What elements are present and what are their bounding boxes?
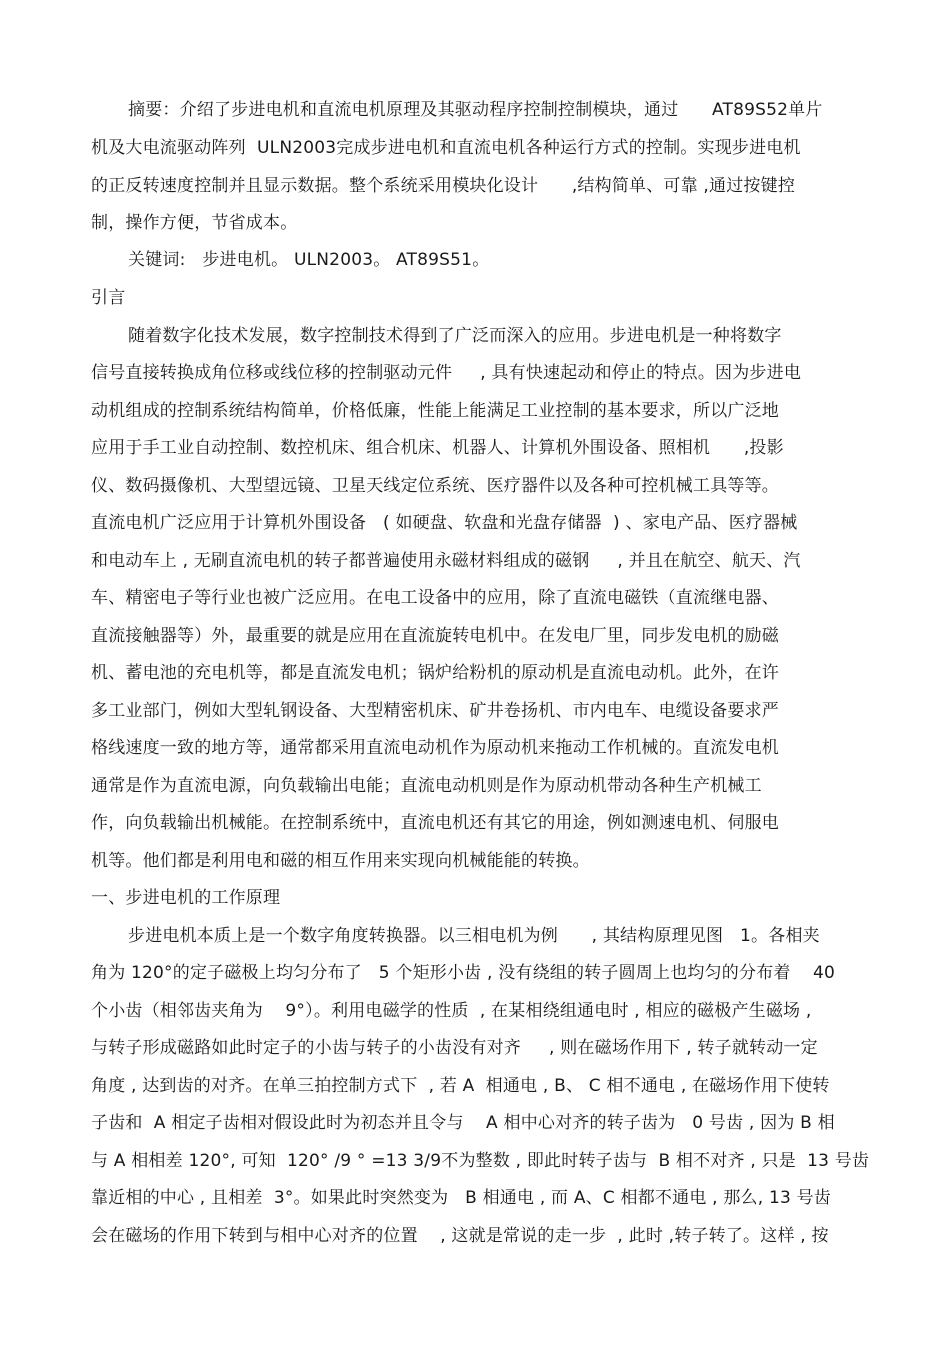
intro-line-13: 通常是作为直流电源，向负载输出电能；直流电动机则是作为原动机带动各种生产机械工 xyxy=(91,776,762,796)
abstract-line-4: 制，操作方便，节省成本。 xyxy=(91,213,298,233)
intro-line-11: 多工业部门，例如大型轧钢设备、大型精密机床、矿井卷扬机、市内电车、电缆设备要求严 xyxy=(91,701,779,721)
abstract-line-1: 摘要：介绍了步进电机和直流电机原理及其驱动程序控制控制模块，通过 AT89S52单片 xyxy=(128,100,823,120)
intro-line-4: 应用于手工业自动控制、数控机床、组合机床、机器人、计算机外围设备、照相机 ,投影 xyxy=(91,438,784,458)
intro-heading: 引言 xyxy=(91,288,126,308)
intro-line-15: 机等。他们都是利用电和磁的相互作用来实现向机械能能的转换。 xyxy=(91,851,590,871)
section-1-line-5: 角度 , 达到齿的对齐。在单三拍控制方式下 , 若 A 相通电 , B、 C 相不通电 , 在磁场作用下使转 xyxy=(91,1076,830,1096)
section-1-line-4: 与转子形成磁路如此时定子的小齿与转子的小齿没有对齐 , 则在磁场作用下 , 转子就转动一定 xyxy=(91,1038,818,1058)
intro-line-7: 和电动车上 , 无刷直流电机的转子都普遍使用永磁材料组成的磁钢 , 并且在航空、航天、汽 xyxy=(91,551,801,571)
intro-line-10: 机、蓄电池的充电机等，都是直流发电机；锅炉给粉机的原动机是直流电动机。此外，在许 xyxy=(91,663,779,683)
section-1-line-8: 靠近相的中心 , 且相差 3°。如果此时突然变为 B 相通电 , 而 A、C 相都不通电 , 那么, 13 号齿 xyxy=(91,1188,831,1208)
section-1-line-3: 个小齿（相邻齿夹角为 9°）。利用电磁学的性质 , 在某相绕组通电时 , 相应的磁极产生磁场 , xyxy=(91,1001,812,1021)
intro-line-3: 动机组成的控制系统结构简单，价格低廉，性能上能满足工业控制的基本要求，所以广泛地 xyxy=(91,401,779,421)
section-1-heading: 一、步进电机的工作原理 xyxy=(91,888,281,908)
abstract-line-3: 的正反转速度控制并且显示数据。整个系统采用模块化设计 ,结构简单、可靠 ,通过按键控 xyxy=(91,176,796,196)
intro-line-12: 格线速度一致的地方等，通常都采用直流电动机作为原动机来拖动工作机械的。直流发电机 xyxy=(91,738,779,758)
section-1-line-1: 步进电机本质上是一个数字角度转换器。以三相电机为例 , 其结构原理见图 1。各相夹 xyxy=(128,926,820,946)
intro-line-14: 作，向负载输出机械能。在控制系统中，直流电机还有其它的用途，例如测速电机、伺服电 xyxy=(91,813,779,833)
section-1-line-9: 会在磁场的作用下转到与相中心对齐的位置 , 这就是常说的走一步 , 此时 ,转子转了。这样 , 按 xyxy=(91,1226,829,1246)
abstract-line-2: 机及大电流驱动阵列 ULN2003完成步进电机和直流电机各种运行方式的控制。实现步进电机 xyxy=(91,138,801,158)
intro-line-1: 随着数字化技术发展，数字控制技术得到了广泛而深入的应用。步进电机是一种将数字 xyxy=(128,326,782,346)
section-1-line-2: 角为 120°的定子磁极上均匀分布了 5 个矩形小齿 , 没有绕组的转子圆周上也均匀的分布着 40 xyxy=(91,963,836,983)
intro-line-6: 直流电机广泛应用于计算机外围设备 ( 如硬盘、软盘和光盘存储器 ) 、家电产品、医疗器械 xyxy=(91,513,798,533)
intro-line-5: 仪、数码摄像机、大型望远镜、卫星天线定位系统、医疗器件以及各种可控机械工具等等。 xyxy=(91,476,779,496)
keywords-line: 关键词: 步进电机。 ULN2003。 AT89S51。 xyxy=(128,250,490,270)
intro-line-8: 车、精密电子等行业也被广泛应用。在电工设备中的应用，除了直流电磁铁（直流继电器、 xyxy=(91,588,779,608)
section-1-line-7: 与 A 相相差 120°, 可知 120° /9 ° =13 3/9不为整数 , 即此时转子齿与 B 相不对齐 , 只是 13 号齿 xyxy=(91,1151,870,1171)
intro-line-2: 信号直接转换成角位移或线位移的控制驱动元件 , 具有快速起动和停止的特点。因为步进电 xyxy=(91,363,802,383)
intro-line-9: 直流接触器等）外，最重要的就是应用在直流旋转电机中。在发电厂里，同步发电机的励磁 xyxy=(91,626,779,646)
section-1-line-6: 子齿和 A 相定子齿相对假设此时为初态并且令与 A 相中心对齐的转子齿为 0 号齿 , 因为 B 相 xyxy=(91,1113,835,1133)
